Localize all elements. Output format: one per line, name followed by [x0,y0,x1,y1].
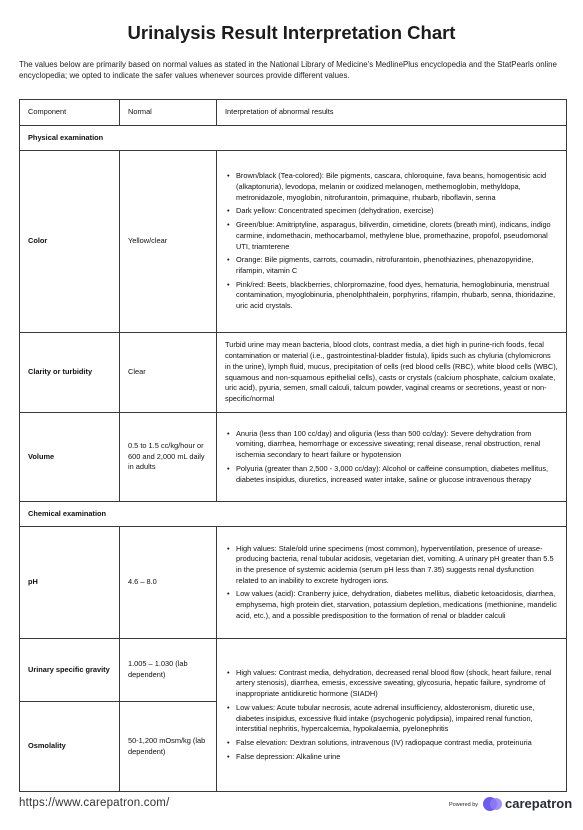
header-normal: Normal [120,100,217,126]
list-item: • High values: Stale/old urine specimens (most common), hyperventilation, presence of urease-producing bacteria, renal tubular acidosis, vegetarian diet, vomiting. A urinary pH greater than 5.5 in the presence of systemic acidemia (serum pH less than 7.35) suggests renal dysfunction related to an inability to excrete hydrogen ions. [225,544,558,587]
table-row-clarity [20,333,567,413]
section-row-physical [20,126,567,151]
interpretation-list [225,668,558,763]
header-component: Component [20,100,120,126]
list-item: • Orange: Bile pigments, carrots, coumadin, nitrofurantoin, phenothiazines, phenazopyridine, rifampin, vitamin C [225,255,558,276]
list-item: • Low values (acid): Cranberry juice, dehydration, diabetes mellitus, diabetic ketoacidosis, diarrhea, emphysema, high protein diet, starvation, potassium depletion, medications (methionine, mandelic acid, etc.), and a possible predisposition to the formation of renal or bladder calculi [225,589,558,621]
table-row-color [20,151,567,333]
interpretation-cell [217,413,567,502]
carepatron-brand-name: carepatron [505,796,573,811]
intro-paragraph: The values below are primarily based on normal values as stated in the National Library of Medicine's MedlinePlus encyclopedia and the StatPearls online encyclopedia; we opted to indicate the safer values whenever sources provide different values. [19,60,557,80]
list-item: • Polyuria (greater than 2,500 - 3,000 cc/day): Alcohol or caffeine consumption, diabetes mellitus, diabetes insipidus, diuretics, increased water intake, saline or glucose intravenous therapy [225,464,558,485]
list-item: • Anuria (less than 100 cc/day) and oliguria (less than 500 cc/day): Severe dehydration from vomiting, diarrhea, hemorrhage or excessive sweating; renal disease, renal obstruction, renal ischemia secondary to heart failure or hypotension [225,429,558,461]
component-name: Volume [20,413,120,502]
section-row-chemical [20,502,567,527]
list-item: • High values: Contrast media, dehydration, decreased renal blood flow (shock, heart failure, renal artery stenosis), diarrhea, emesis, excessive sweating, glycosuria, hepatic failure, syndrome of inappropriate antidiuretic hormone (SIADH) [225,668,558,700]
normal-value: 50-1,200 mOsm/kg (lab dependent) [120,702,217,792]
component-name: pH [20,527,120,639]
page-title: Urinalysis Result Interpretation Chart [127,22,456,43]
interpretation-table [19,99,567,792]
normal-value: Clear [120,333,217,413]
component-name: Osmolality [20,702,120,792]
list-item: • False elevation: Dextran solutions, intravenous (IV) radiopaque contrast media, proteinuria [225,738,558,749]
interpretation-cell [217,151,567,333]
list-item: • False depression: Alkaline urine [225,752,558,763]
section-title: Chemical examination [20,502,567,527]
table-row-usg [20,639,567,702]
component-name: Clarity or turbidity [20,333,120,413]
section-title: Physical examination [20,126,567,151]
interpretation-cell: Turbid urine may mean bacteria, blood clots, contrast media, a diet high in purine-rich foods, fecal contamination or material (i.e., gastrointestinal-bladder fistula), lipids such as chyluria (chylomicrons in the urine), lymph fluid, mucus, precipitation of cells (red blood cells (RBC), white blood cells (WBC), squamous and non-squamous epithelial cells), casts or crystals (calcium phosphate, calcium oxalate, uric acid), pyuria, semen, small calculi, talcum powder, vaginal creams or secretions, yeast or non-specific/normal [217,333,567,413]
normal-value: 1.005 – 1.030 (lab dependent) [120,639,217,702]
component-name: Urinary specific gravity [20,639,120,702]
interpretation-list [225,171,558,311]
carepatron-logo-icon [482,795,503,813]
header-interpretation: Interpretation of abnormal results [217,100,567,126]
normal-value: 4.6 – 8.0 [120,527,217,639]
list-item: • Low values: Acute tubular necrosis, acute adrenal insufficiency, aldosteronism, diuretic use, diabetes insipidus, excessive fluid intake (psychogenic polydipsia), impaired renal function, interstitial nephritis, hypercalcemia, hypokalaemia, pyelonephritis [225,703,558,735]
interpretation-list [225,544,558,622]
list-item: • Brown/black (Tea-colored): Bile pigments, cascara, chloroquine, fava beans, homogentisic acid (alkaptonuria), levodopa, melanin or oxidized melanogen, methemoglobin, methyldopa, metronidazole, myoglobin, nitrofurantoin, primaquine, rhubarb, riboflavin, senna [225,171,558,203]
component-name: Color [20,151,120,333]
interpretation-cell [217,639,567,792]
list-item: • Pink/red: Beets, blackberries, chlorpromazine, food dyes, hematuria, hemoglobinuria, menstrual contamination, myoglobinuria, phenolphthalein, porphyrins, rifampin, rhubarb, senna, thioridazine, uric acid crystals. [225,280,558,312]
normal-value: 0.5 to 1.5 cc/kg/hour or 600 and 2,000 mL daily in adults [120,413,217,502]
carepatron-link[interactable]: https://www.carepatron.com/ [19,797,170,809]
interpretation-cell [217,527,567,639]
powered-by-label: Powered by [449,802,479,808]
table-row-ph [20,527,567,639]
list-item: • Dark yellow: Concentrated specimen (dehydration, exercise) [225,206,558,217]
list-item: • Green/blue: Amitriptyline, asparagus, biliverdin, cimetidine, clorets (breath mint), indicans, indigo carmine, indomethacin, methocarbamol, methylene blue, promethazine, propofol, pseudomonal UTI, triamterene [225,220,558,252]
interpretation-list [225,429,558,486]
table-header-row [20,100,567,126]
normal-value: Yellow/clear [120,151,217,333]
table-row-volume [20,413,567,502]
